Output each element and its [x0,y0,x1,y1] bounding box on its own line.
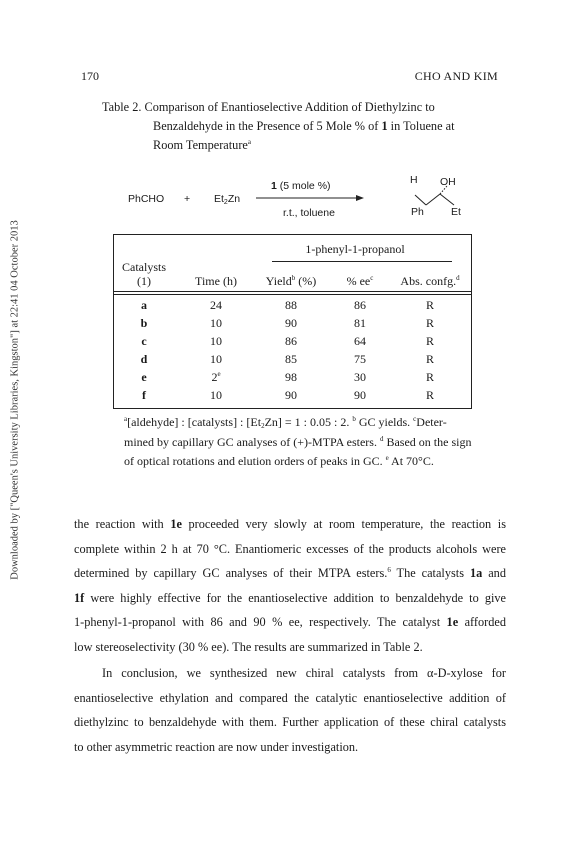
group-header: 1-phenyl-1-propanol [305,242,405,256]
catalyst-ref: 1a [469,566,483,581]
footnote-e-text: At 70°C. [388,454,434,468]
body-text-span: proceeded very slowly at room temperature, the reaction is [181,517,506,531]
cell-catalyst: a [141,298,147,312]
cell-time-value: 2 [211,370,218,384]
cell-time-value: 10 [210,388,222,402]
table-row [114,388,471,406]
footnote-c-text-cont: mined by capillary GC analyses of (+)-MTPA esters. [124,434,377,449]
caption-footnote-mark: a [247,138,251,146]
body-line: In conclusion, we synthesized new chiral catalysts from α-D-xylose for [102,666,506,680]
arrow-catalyst-ref: 1 [271,180,277,192]
page-number: 170 [81,69,99,83]
running-head: CHO AND KIM [414,69,498,83]
download-watermark [8,140,22,660]
col-ee-label: % ee [346,274,371,288]
cell-catalyst: e [141,370,147,384]
cell-abs-config: R [425,352,434,366]
cell-abs-config: R [425,316,434,330]
col-header-catalysts: Catalysts [122,260,166,274]
cell-time [186,388,246,403]
footnote-line2 [124,433,484,453]
cell-yield: 90 [285,388,297,402]
cell-catalyst: b [140,316,148,330]
body-line [74,586,506,611]
caption-line2 [102,117,502,136]
caption-line1: Comparison of Enantioselective Addition of Diethylzinc to [144,100,435,114]
reactant2-zn: Zn [227,193,241,205]
col-yield-unit: (%) [295,274,317,288]
body-line: diethylzinc to benzaldehyde with them. Further application of these chiral catalysts [74,715,506,730]
cell-abs-config: R [425,370,434,384]
footnote-d-text-cont: of optical rotations and elution orders of peaks in GC. [124,454,383,468]
cell-time-value: 24 [210,298,222,312]
body-line: enantioselective ethylation and compared the catalytic enantioselective addition of [74,690,506,705]
footnote-c-mark: c [413,415,417,423]
table-row [114,298,471,316]
cell-yield: 98 [285,370,297,384]
catalyst-ref: 1e [446,615,459,630]
product-ph-label: Ph [411,206,424,218]
reference-mark: 6 [387,566,391,575]
arrow-below-label: r.t., toluene [283,207,335,219]
body-text-span: determined by capillary GC analyses of their MTPA esters. [74,566,388,581]
product-et-label: Et [451,206,461,218]
arrow-above-text: (5 mole %) [276,180,331,192]
cell-ee: 64 [354,334,366,348]
caption-line2-text: Benzaldehyde in the Presence of 5 Mole % of [153,119,382,133]
reactant2-sub: 2 [223,199,228,206]
col-abs-label: Abs. confg. [400,274,457,288]
plus-sign: + [184,193,191,205]
cell-time [186,370,246,385]
footnote-a-sub: 2 [261,422,265,430]
table-row [114,334,471,352]
body-text-span: afforded [458,615,506,630]
body-text-span: were highly effective for the enantioselective addition to benzaldehyde to give [84,590,506,605]
col-abs-sup: d [456,274,460,282]
cell-yield: 88 [285,298,297,312]
body-paragraph-1 [74,512,506,660]
results-table [113,234,472,409]
col-header-catalysts-sub: (1) [137,274,151,288]
header-rule-2 [114,294,471,295]
catalyst-ref: 1e [170,517,182,531]
cell-time [186,334,246,349]
col-header-ee [330,274,390,289]
footnote-line1 [124,413,484,433]
body-line [74,610,506,635]
cell-yield: 90 [285,316,297,330]
footnote-a-text: [aldehyde] : [catalysts] : [Et [127,415,262,429]
body-line: to other asymmetric reaction are now under investigation. [74,739,359,754]
reaction-arrow [256,194,364,202]
table-footnotes [124,413,484,472]
caption-line3 [102,136,502,155]
product-oh-label: OH [440,176,456,188]
table-row [114,316,471,334]
cell-ee: 81 [354,316,366,330]
footnote-b-text: GC yields. [355,415,411,429]
cell-yield: 85 [285,352,297,366]
table-row [114,370,471,388]
download-watermark-text: Downloaded by ["Queen's University Libraries, Kingston"] at 22:41 04 October 2013 [9,220,21,580]
col-ee-sup: c [370,274,374,282]
caption-line3-text: Room Temperature [153,138,248,152]
caption-line2-end: in Toluene at [387,119,455,133]
col-header-abs-config [390,274,470,289]
cell-ee: 75 [354,352,366,366]
col-yield-label: Yield [265,274,292,288]
header-rule-1 [114,291,471,292]
body-paragraph-2 [74,661,506,759]
col-yield-sup: b [291,274,296,282]
arrow-above-label [271,180,331,192]
footnote-a-mark: a [124,415,128,423]
table-row [114,352,471,370]
body-text-span: and [482,566,506,581]
body-line [74,512,506,537]
cell-catalyst: f [142,388,146,402]
cell-abs-config: R [425,388,434,402]
footnote-e-mark: e [385,454,389,462]
cell-ee: 90 [354,388,366,402]
body-line [74,561,506,586]
caption-label: Table 2. [102,100,142,114]
reactant-diethylzinc [214,193,240,205]
body-line: low stereoselectivity (30 % ee). The results are summarized in Table 2. [74,639,423,654]
cell-abs-config: R [425,298,434,312]
table-caption [102,98,502,155]
col-header-time: Time (h) [195,274,237,288]
cell-catalyst: d [140,352,148,366]
footnote-d-text: Based on the sign [383,434,472,449]
catalyst-ref: 1f [74,590,85,605]
cell-time [186,298,246,313]
body-text-span: The catalysts [390,566,470,581]
cell-time [186,316,246,331]
footnote-line3 [124,452,484,472]
footnote-b-mark: b [352,415,356,423]
footnote-a-end: Zn] = 1 : 0.05 : 2. [264,415,350,429]
footnote-c-text: Deter- [416,415,447,429]
reactant2-et: Et [214,193,224,205]
cell-time-value: 10 [210,352,222,366]
cell-time-value: 10 [210,316,222,330]
body-text-span: the reaction with [74,517,171,531]
group-header-rule [272,261,452,262]
cell-time-value: 10 [210,334,222,348]
caption-catalyst-ref: 1 [381,119,388,133]
footnote-d-mark: d [379,434,384,443]
cell-ee: 30 [354,370,366,384]
reactant-benzaldehyde: PhCHO [128,193,165,205]
product-h-label: H [410,174,418,186]
col-header-yield [251,274,331,289]
body-line: complete within 2 h at 70 °C. Enantiomeric excesses of the products alcohols were [74,541,506,556]
cell-catalyst: c [141,334,147,348]
body-text-span: 1-phenyl-1-propanol with 86 and 90 % ee, respectively. The catalyst [74,615,447,630]
cell-ee: 86 [354,298,366,312]
cell-time [186,352,246,367]
cell-yield: 86 [285,334,297,348]
cell-abs-config: R [425,334,434,348]
cell-time-sup: e [217,370,221,378]
